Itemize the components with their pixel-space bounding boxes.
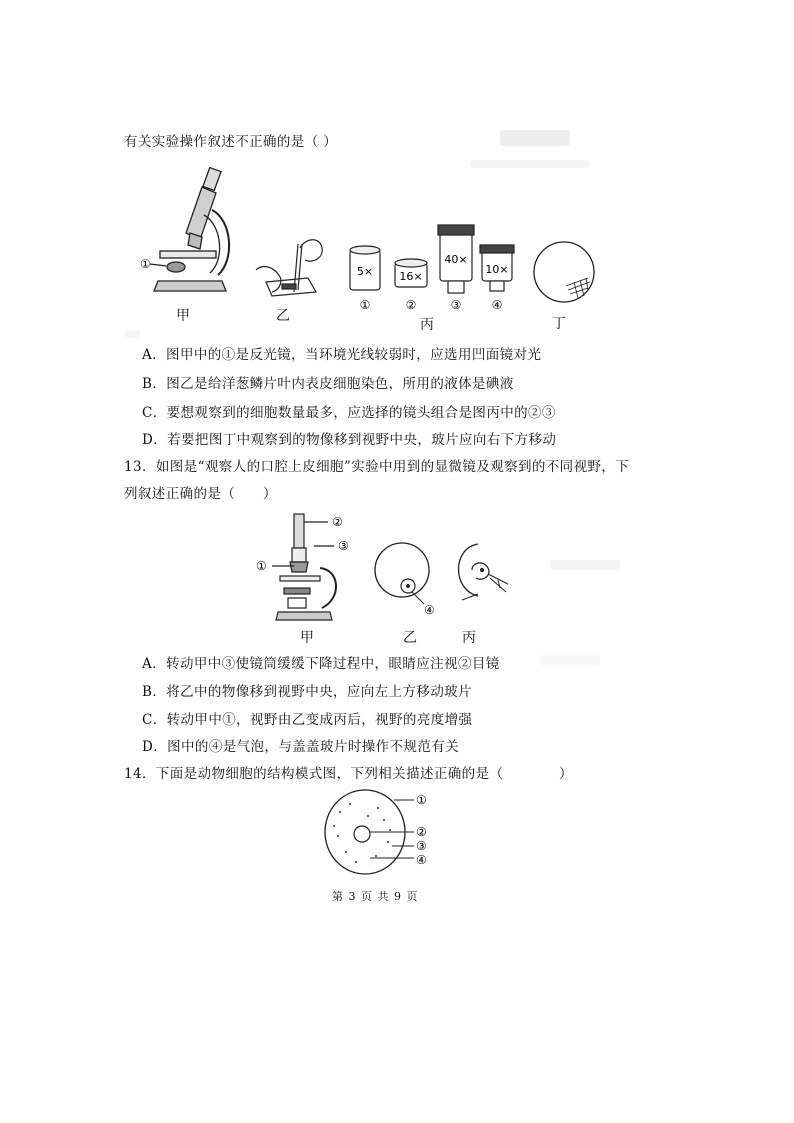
lens-2-label: 16×: [399, 270, 423, 283]
lens-4-label: 10×: [485, 263, 509, 276]
lens-2-num: ②: [405, 298, 417, 312]
q12-lenses-figure: [342, 215, 522, 315]
lens-1-label: 5×: [356, 265, 374, 278]
scan-smudge: [125, 330, 140, 338]
q13-caption-yi: 乙: [403, 630, 417, 646]
q13-label-1: ①: [256, 559, 267, 573]
scan-smudge: [540, 655, 600, 665]
q12-label-1: ①: [140, 257, 151, 271]
q13-stem-line2: 列叙述正确的是（ ）: [124, 486, 277, 502]
lens-4-num: ④: [491, 298, 503, 312]
q12-option-c: C．要想观察到的细胞数量最多，应选择的镜头组合是图丙中的②③: [142, 405, 556, 421]
q14-label-2: ②: [416, 825, 427, 839]
lens-3-label: 40×: [444, 253, 468, 266]
scan-smudge: [470, 160, 590, 168]
q12-caption-yi: 乙: [276, 308, 290, 324]
q13-option-a: A．转动甲中③使镜筒缓缓下降过程中，眼睛应注视②目镜: [142, 656, 500, 672]
q13-label-3: ③: [338, 539, 349, 553]
q14-animal-cell-figure: [320, 786, 440, 881]
q14-label-3: ③: [416, 839, 427, 853]
q13-caption-jia: 甲: [300, 630, 314, 646]
q12-staining-figure: [250, 230, 330, 300]
q12-caption-jia: 甲: [176, 308, 190, 324]
scan-smudge: [500, 130, 570, 146]
q13-label-2: ②: [332, 515, 343, 529]
q14-label-1: ①: [416, 793, 427, 807]
lens-3-num: ③: [450, 298, 462, 312]
scan-smudge: [550, 560, 620, 570]
q13-stem-line1: 13．如图是“观察人的口腔上皮细胞”实验中用到的显微镜及观察到的不同视野，下: [124, 459, 630, 475]
q12-option-d: D．若要把图丁中观察到的物像移到视野中央，玻片应向右下方移动: [142, 432, 557, 448]
q12-option-b: B．图乙是给洋葱鳞片叶内表皮细胞染色，所用的液体是碘液: [142, 376, 514, 392]
q12-view-figure: [530, 238, 600, 308]
q13-microscope-figure: [250, 508, 360, 628]
q13-view-bing-figure: [448, 540, 518, 615]
q12-microscope-figure: [140, 165, 240, 300]
q13-option-c: C．转动甲中①，视野由乙变成丙后，视野的亮度增强: [142, 712, 473, 728]
q13-option-b: B．将乙中的物像移到视野中央，应向左上方移动玻片: [142, 684, 473, 700]
q12-option-a: A．图甲中的①是反光镜，当环境光线较弱时，应选用凹面镜对光: [142, 347, 542, 363]
q14-stem: 14．下面是动物细胞的结构模式图，下列相关描述正确的是（ ）: [124, 766, 573, 782]
q12-caption-bing: 丙: [420, 317, 434, 333]
q13-label-4: ④: [424, 603, 435, 617]
q13-view-yi-figure: [372, 540, 442, 620]
q12-stem: 有关实验操作叙述不正确的是（ ）: [124, 134, 338, 150]
q13-option-d: D．图中的④是气泡，与盖盖玻片时操作不规范有关: [142, 739, 460, 755]
q12-caption-ding: 丁: [552, 316, 566, 332]
q14-label-4: ④: [416, 853, 427, 867]
lens-1-num: ①: [359, 298, 371, 312]
q13-caption-bing: 丙: [462, 630, 476, 646]
page-footer: 第 3 页 共 9 页: [332, 890, 419, 903]
